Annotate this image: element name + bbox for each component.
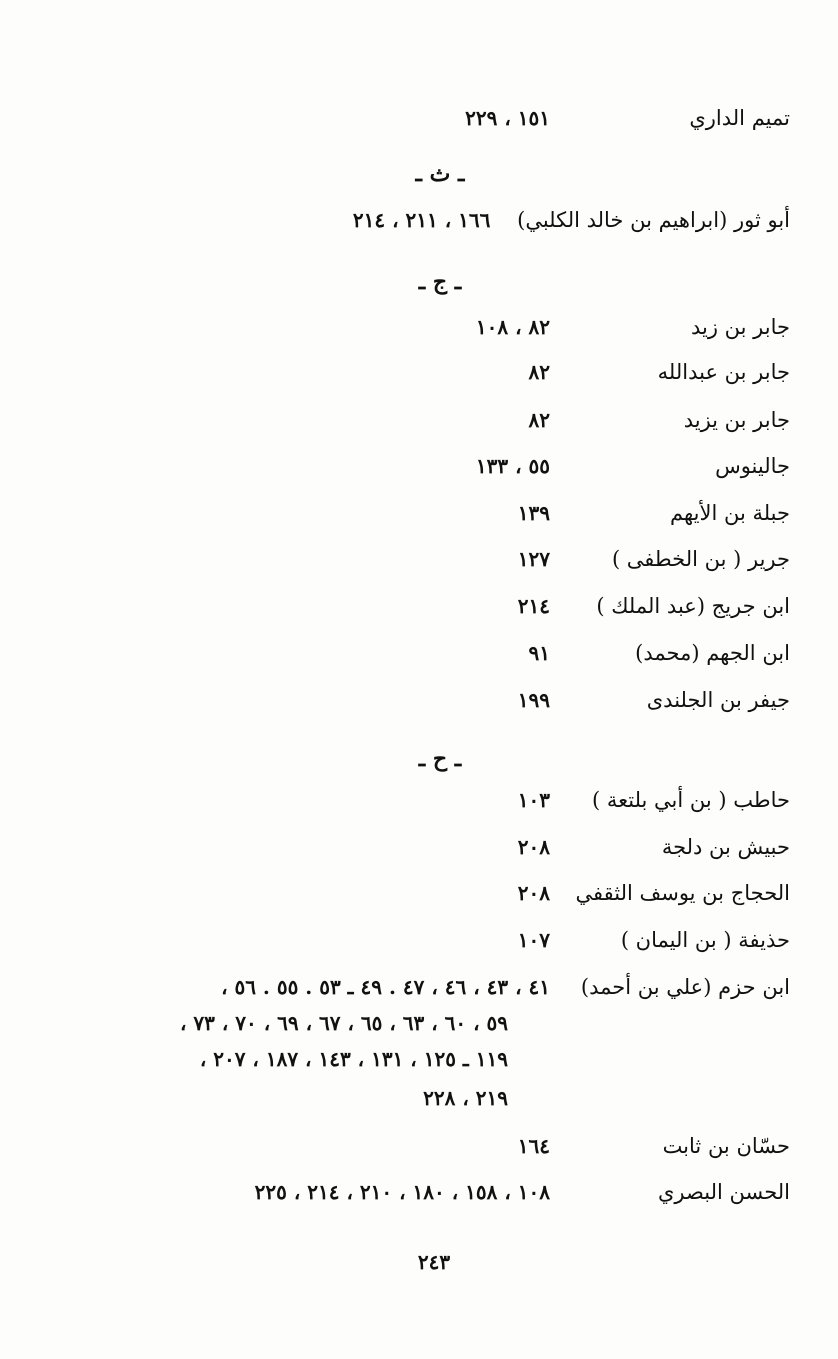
entry-pages: ٢١٤: [517, 594, 550, 618]
entry-name: حاطب ( بن أبي بلتعة ): [591, 788, 790, 812]
entry-pages: ١٣٩: [517, 501, 550, 525]
entry-pages: ١٦٦ ، ٢١١ ، ٢١٤: [352, 208, 491, 232]
page-number: ٢٤٣: [417, 1250, 451, 1274]
entry-pages: ١٢٧: [517, 547, 550, 571]
index-entry: [50, 358, 790, 386]
entry-pages: ٨٢ ، ١٠٨: [475, 315, 550, 339]
entry-name: حسّان بن ثابت: [662, 1134, 790, 1158]
index-entry: [50, 786, 790, 814]
entry-name: حذيفة ( بن اليمان ): [620, 928, 790, 952]
section-heading-ha: ـ ح ـ: [418, 746, 462, 772]
entry-name: تميم الداري: [689, 106, 790, 130]
entry-pages: ٢٠٨: [517, 835, 550, 859]
entry-pages-continued: ٢١٩ ، ٢٢٨: [423, 1086, 508, 1110]
entry-name: ابن جريج (عبد الملك ): [596, 594, 790, 618]
entry-name: جبلة بن الأيهم: [669, 501, 790, 525]
entry-pages: ١٥١ ، ٢٢٩: [465, 106, 550, 130]
index-entry: [0, 206, 790, 234]
index-entry: [50, 686, 790, 714]
index-entry: [50, 545, 790, 573]
entry-pages: ١٠٧: [517, 928, 550, 952]
index-entry: [50, 1178, 790, 1206]
entry-name: ابن حزم (علي بن أحمد): [580, 975, 790, 999]
entry-name: أبو ثور (ابراهيم بن خالد الكلبي): [517, 208, 790, 232]
entry-pages: ٢٠٨: [517, 881, 550, 905]
section-heading-tha: ـ ث ـ: [415, 161, 465, 187]
index-entry: [50, 406, 790, 434]
index-entry: [50, 833, 790, 861]
entry-name: جرير ( بن الخطفى ): [611, 547, 790, 571]
index-entry: [50, 592, 790, 620]
entry-pages: ٨٢: [528, 408, 550, 432]
entry-pages: ١٦٤: [517, 1134, 550, 1158]
entry-pages-continued: ١١٩ ـ ١٢٥ ، ١٣١ ، ١٤٣ ، ١٨٧ ، ٢٠٧ ،: [199, 1047, 508, 1071]
index-entry: [50, 452, 790, 480]
entry-name: جابر بن زيد: [690, 315, 790, 339]
index-entry: [50, 499, 790, 527]
entry-pages-continued: ٥٩ ، ٦٠ ، ٦٣ ، ٦٥ ، ٦٧ ، ٦٩ ، ٧٠ ، ٧٣ ،: [179, 1011, 508, 1035]
entry-pages: ٥٥ ، ١٣٣: [475, 454, 550, 478]
entry-name: الحجاج بن يوسف الثقفي: [575, 881, 790, 905]
entry-name: جالينوس: [715, 454, 790, 478]
entry-pages: ٤١ ، ٤٣ ، ٤٦ ، ٤٧ . ٤٩ ـ ٥٣ . ٥٥ . ٥٦ ،: [221, 975, 550, 999]
index-entry: [50, 313, 790, 341]
index-entry: [50, 639, 790, 667]
index-entry: [50, 926, 790, 954]
index-entry: [50, 879, 790, 907]
entry-name: جيفر بن الجلندى: [646, 688, 790, 712]
entry-name: ابن الجهم (محمد): [635, 641, 790, 665]
index-entry: [50, 1132, 790, 1160]
entry-pages: ١٠٣: [517, 788, 550, 812]
entry-name: جابر بن عبدالله: [657, 360, 790, 384]
entry-name: حبيش بن دلجة: [661, 835, 790, 859]
entry-name: جابر بن يزيد: [683, 408, 790, 432]
index-entry: [50, 973, 790, 1001]
entry-name: الحسن البصري: [658, 1180, 790, 1204]
entry-pages: ٨٢: [528, 360, 550, 384]
entry-pages: ١٩٩: [517, 688, 550, 712]
entry-pages: ٩١: [528, 641, 550, 665]
entry-pages: ١٠٨ ، ١٥٨ ، ١٨٠ ، ٢١٠ ، ٢١٤ ، ٢٢٥: [254, 1180, 550, 1204]
section-heading-jim: ـ ج ـ: [418, 269, 462, 295]
index-entry: [50, 104, 790, 132]
